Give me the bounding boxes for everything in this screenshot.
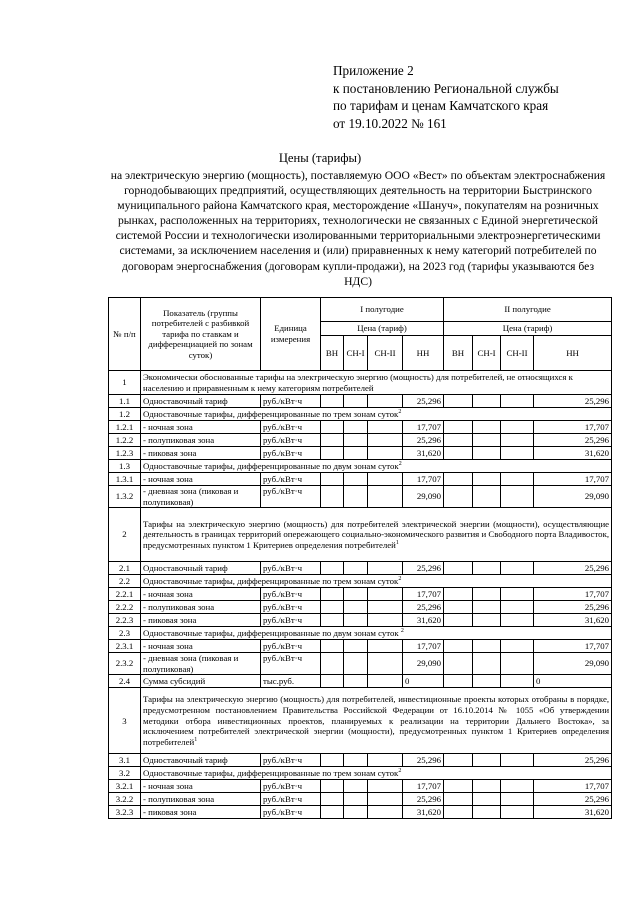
footnote-mark: 1 bbox=[395, 540, 399, 547]
row-name: - ночная зона bbox=[141, 780, 261, 793]
tariff-value-half2: 25,296 bbox=[534, 562, 612, 575]
appendix-line: по тарифам и ценам Камчатского края bbox=[333, 98, 549, 114]
tariff-value-half2: 25,296 bbox=[534, 395, 612, 408]
row-num: 1.2 bbox=[109, 408, 141, 421]
footnote-mark: 1 bbox=[194, 736, 198, 743]
row-unit: руб./кВт·ч bbox=[261, 653, 321, 675]
row-unit: руб./кВт·ч bbox=[261, 447, 321, 460]
row-unit: тыс.руб. bbox=[261, 675, 321, 688]
subsection-row bbox=[109, 627, 612, 640]
row-name: - пиковая зона bbox=[141, 614, 261, 627]
row-num: 1.2.1 bbox=[109, 421, 141, 434]
row-unit: руб./кВт·ч bbox=[261, 754, 321, 767]
header-level: ВН bbox=[444, 336, 473, 371]
row-unit: руб./кВт·ч bbox=[261, 780, 321, 793]
row-name: Одноставочный тариф bbox=[141, 395, 261, 408]
row-num: 2.1 bbox=[109, 562, 141, 575]
tariff-value-half1: 25,296 bbox=[403, 754, 444, 767]
row-name: - пиковая зона bbox=[141, 447, 261, 460]
tariff-value-half2: 17,707 bbox=[534, 421, 612, 434]
row-num: 3 bbox=[109, 688, 141, 754]
appendix-line: к постановлению Региональной службы bbox=[333, 80, 559, 96]
table-row bbox=[109, 614, 612, 627]
tariff-table bbox=[108, 297, 612, 819]
row-name: - ночная зона bbox=[141, 421, 261, 434]
footnote-mark: 2 bbox=[400, 627, 404, 634]
subsection-text bbox=[141, 408, 612, 421]
row-num: 2.2.3 bbox=[109, 614, 141, 627]
section-text bbox=[141, 688, 612, 754]
table-row bbox=[109, 473, 612, 486]
row-num: 3.2.2 bbox=[109, 793, 141, 806]
table-row bbox=[109, 754, 612, 767]
table-row bbox=[109, 434, 612, 447]
tariff-value-half2: 17,707 bbox=[534, 780, 612, 793]
table-row bbox=[109, 447, 612, 460]
subsection-row bbox=[109, 575, 612, 588]
row-unit: руб./кВт·ч bbox=[261, 486, 321, 508]
footnote-mark: 2 bbox=[398, 575, 402, 582]
subsection-label: Одноставочные тарифы, дифференцированные по трем зонам суток bbox=[143, 768, 399, 779]
tariff-value-half2: 29,090 bbox=[534, 486, 612, 508]
tariff-value-half2: 31,620 bbox=[534, 614, 612, 627]
header-half2: II полугодие bbox=[444, 298, 612, 322]
row-unit: руб./кВт·ч bbox=[261, 806, 321, 819]
subsection-row bbox=[109, 460, 612, 473]
table-row bbox=[109, 675, 612, 688]
tariff-value-half1: 25,296 bbox=[403, 395, 444, 408]
table-row bbox=[109, 806, 612, 819]
row-unit: руб./кВт·ч bbox=[261, 395, 321, 408]
header-price2: Цена (тариф) bbox=[444, 322, 612, 336]
subsection-text bbox=[141, 460, 612, 473]
table-row bbox=[109, 780, 612, 793]
row-unit: руб./кВт·ч bbox=[261, 562, 321, 575]
header-level: СН-I bbox=[473, 336, 501, 371]
header-level: СН-I bbox=[344, 336, 368, 371]
tariff-value-half2: 29,090 bbox=[534, 653, 612, 675]
subsidy-value-half1: 0 bbox=[403, 675, 444, 688]
table-row bbox=[109, 421, 612, 434]
header-price1: Цена (тариф) bbox=[321, 322, 444, 336]
row-num: 1.2.2 bbox=[109, 434, 141, 447]
row-unit: руб./кВт·ч bbox=[261, 640, 321, 653]
row-num: 1 bbox=[109, 371, 141, 395]
row-name: - ночная зона bbox=[141, 588, 261, 601]
table-row bbox=[109, 640, 612, 653]
subsidy-value-half2: 0 bbox=[534, 675, 612, 688]
subsection-text bbox=[141, 767, 612, 780]
row-name: Одноставочный тариф bbox=[141, 754, 261, 767]
row-num: 3.2.1 bbox=[109, 780, 141, 793]
row-num: 3.2.3 bbox=[109, 806, 141, 819]
row-name: - полупиковая зона bbox=[141, 793, 261, 806]
header-num: № п/п bbox=[109, 298, 141, 371]
row-name: Сумма субсидий bbox=[141, 675, 261, 688]
row-num: 1.1 bbox=[109, 395, 141, 408]
tariff-value-half1: 25,296 bbox=[403, 434, 444, 447]
tariff-value-half1: 31,620 bbox=[403, 614, 444, 627]
tariff-value-half1: 25,296 bbox=[403, 562, 444, 575]
document-title: Цены (тарифы) bbox=[278, 151, 362, 165]
tariff-value-half2: 25,296 bbox=[534, 793, 612, 806]
row-unit: руб./кВт·ч bbox=[261, 473, 321, 486]
tariff-value-half2: 17,707 bbox=[534, 640, 612, 653]
header-level: СН-II bbox=[368, 336, 403, 371]
row-num: 2.4 bbox=[109, 675, 141, 688]
appendix-block bbox=[333, 62, 559, 132]
header-half1: I полугодие bbox=[321, 298, 444, 322]
tariff-value-half2: 31,620 bbox=[534, 447, 612, 460]
subsection-row bbox=[109, 408, 612, 421]
row-unit: руб./кВт·ч bbox=[261, 614, 321, 627]
row-name: - полупиковая зона bbox=[141, 434, 261, 447]
row-name: Одноставочный тариф bbox=[141, 562, 261, 575]
subsection-row bbox=[109, 767, 612, 780]
table-row bbox=[109, 601, 612, 614]
row-unit: руб./кВт·ч bbox=[261, 421, 321, 434]
tariff-value-half1: 31,620 bbox=[403, 806, 444, 819]
tariff-value-half2: 25,296 bbox=[534, 601, 612, 614]
subsection-label: Одноставочные тарифы, дифференцированные по трем зонам суток bbox=[143, 575, 399, 586]
tariff-value-half1: 29,090 bbox=[403, 486, 444, 508]
section-row bbox=[109, 688, 612, 754]
tariff-value-half1: 31,620 bbox=[403, 447, 444, 460]
row-num: 1.2.3 bbox=[109, 447, 141, 460]
section-label: Тарифы на электрическую энергию (мощность) для потребителей, инвестиционные проекты которых отобраны в порядке, предусмотренном постановлением Правительства Российской Федерации от 16.10.2014 № 1055 «Об утверждении методики отбора инвестиционных проектов, планируемых к реализации на территории Дальнего Востока», за исключением потребителей электрической энергии (мощности), предусмотренных пунктом 1 Критериев определения потребителей bbox=[143, 694, 610, 747]
tariff-value-half1: 17,707 bbox=[403, 640, 444, 653]
subsection-label: Одноставочные тарифы, дифференцированные по двум зонам суток bbox=[143, 460, 399, 471]
header-level: СН-II bbox=[501, 336, 534, 371]
row-unit: руб./кВт·ч bbox=[261, 601, 321, 614]
row-num: 1.3.1 bbox=[109, 473, 141, 486]
row-num: 2.2.1 bbox=[109, 588, 141, 601]
row-num: 1.3 bbox=[109, 460, 141, 473]
table-row bbox=[109, 562, 612, 575]
tariff-value-half1: 17,707 bbox=[403, 473, 444, 486]
row-num: 3.1 bbox=[109, 754, 141, 767]
appendix-line: от 19.10.2022 № 161 bbox=[333, 115, 447, 131]
tariff-value-half2: 31,620 bbox=[534, 806, 612, 819]
appendix-line: Приложение 2 bbox=[333, 63, 414, 78]
header-level: НН bbox=[534, 336, 612, 371]
tariff-value-half1: 29,090 bbox=[403, 653, 444, 675]
row-name: - дневная зона (пиковая и полупиковая) bbox=[141, 486, 261, 508]
table-row bbox=[109, 793, 612, 806]
row-num: 2.3.2 bbox=[109, 653, 141, 675]
subsection-label: Одноставочные тарифы, дифференцированные по двум зонам суток bbox=[143, 627, 401, 638]
table-row bbox=[109, 653, 612, 675]
subsection-text bbox=[141, 627, 612, 640]
tariff-value-half1: 25,296 bbox=[403, 793, 444, 806]
table-row bbox=[109, 395, 612, 408]
row-num: 1.3.2 bbox=[109, 486, 141, 508]
row-num: 2.2.2 bbox=[109, 601, 141, 614]
row-name: - ночная зона bbox=[141, 640, 261, 653]
header-unit: Единица измерения bbox=[261, 298, 321, 371]
tariff-value-half1: 17,707 bbox=[403, 780, 444, 793]
row-num: 3.2 bbox=[109, 767, 141, 780]
tariff-value-half2: 25,296 bbox=[534, 434, 612, 447]
table-row bbox=[109, 588, 612, 601]
footnote-mark: 2 bbox=[398, 408, 402, 415]
row-unit: руб./кВт·ч bbox=[261, 588, 321, 601]
row-num: 2 bbox=[109, 508, 141, 562]
document-subtitle: на электрическую энергию (мощность), поставляемую ООО «Вест» по объектам электроснабжения горнодобывающих предприятий, осуществляющих деятельность на территории Быстринского муниципального района Камчатского края, месторождение «Шануч», покупателям на розничных рынках, расположенных на территориях, технологически не связанных с Единой энергетической системой России и технологически изолированными территориальными электроэнергетическими системами, за исключением населения и (или) приравненных к нему категорий потребителей по договорам энергоснабжения (договорам купли-продажи), на 2023 год (тарифы указываются без НДС) bbox=[110, 169, 606, 288]
tariff-value-half2: 17,707 bbox=[534, 588, 612, 601]
subsection-text bbox=[141, 575, 612, 588]
row-name: - пиковая зона bbox=[141, 806, 261, 819]
tariff-value-half2: 17,707 bbox=[534, 473, 612, 486]
section-row bbox=[109, 371, 612, 395]
row-num: 2.3 bbox=[109, 627, 141, 640]
row-name: - ночная зона bbox=[141, 473, 261, 486]
row-num: 2.3.1 bbox=[109, 640, 141, 653]
section-label: Тарифы на электрическую энергию (мощность) для потребителей электрической энергии (мощности), осуществляющие деятельность в границах территорий опережающего социально-экономического развития и Свободного порта Владивосток, предусмотренных пунктом 1 Критериев определения потребителей bbox=[143, 518, 610, 550]
tariff-value-half2: 25,296 bbox=[534, 754, 612, 767]
section-row bbox=[109, 508, 612, 562]
tariff-value-half1: 17,707 bbox=[403, 588, 444, 601]
table-row bbox=[109, 486, 612, 508]
row-num: 2.2 bbox=[109, 575, 141, 588]
tariff-value-half1: 25,296 bbox=[403, 601, 444, 614]
row-name: - полупиковая зона bbox=[141, 601, 261, 614]
subsection-label: Одноставочные тарифы, дифференцированные по трем зонам суток bbox=[143, 408, 399, 419]
header-indicator: Показатель (группы потребителей с разбивкой тарифа по ставкам и дифференциацией по зонам суток) bbox=[141, 298, 261, 371]
section-text bbox=[141, 508, 612, 562]
header-level: ВН bbox=[321, 336, 344, 371]
tariff-value-half1: 17,707 bbox=[403, 421, 444, 434]
footnote-mark: 2 bbox=[398, 460, 402, 467]
section-text: Экономически обоснованные тарифы на электрическую энергию (мощность) для потребителей, не относящихся к населению и приравненным к нему категориям потребителей bbox=[141, 371, 612, 395]
row-unit: руб./кВт·ч bbox=[261, 434, 321, 447]
row-unit: руб./кВт·ч bbox=[261, 793, 321, 806]
row-name: - дневная зона (пиковая и полупиковая) bbox=[141, 653, 261, 675]
header-level: НН bbox=[403, 336, 444, 371]
footnote-mark: 2 bbox=[398, 768, 402, 775]
